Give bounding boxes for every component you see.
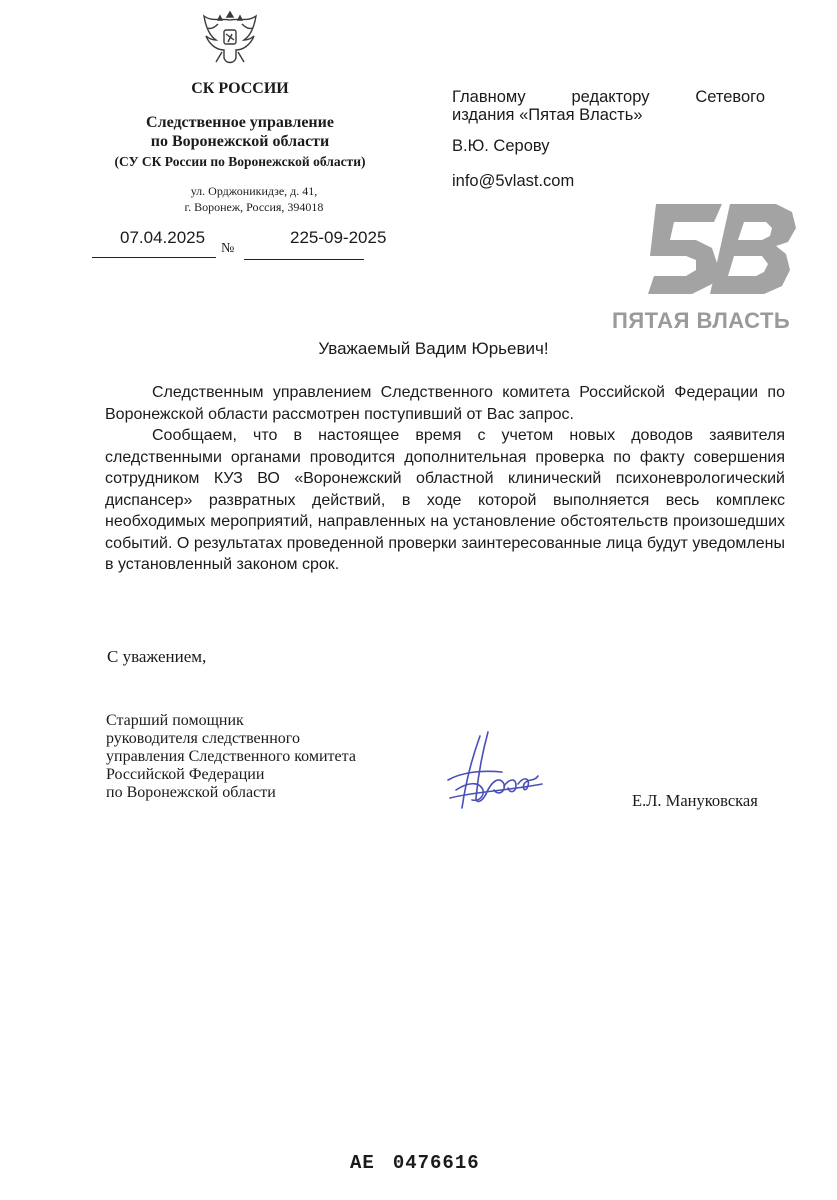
body-paragraph-2: Сообщаем, что в настоящее время с учетом новых доводов заявителя следственными органами проводится дополнительная проверка по факту совершения сотрудником КУЗ ВО «Воронежский областной клинический психоневрологический диспансер» развратных действий, в ходе которой выполняется весь комплекс необходимых мероприятий, направленных на установление обстоятельств произошедших событий. О результатах проведенной проверки заинтересованные лица будут уведомлены в установленный законом срок. xyxy=(105,427,785,573)
org-short-name: СК РОССИИ xyxy=(191,80,289,97)
registration-date-underline xyxy=(92,257,216,258)
signer-name: Е.Л. Мануковская xyxy=(632,791,758,810)
registration-date: 07.04.2025 xyxy=(120,228,206,247)
form-serial-number xyxy=(350,1152,480,1174)
registration-number-sign: № xyxy=(221,241,235,256)
org-address-line-2: г. Воронеж, Россия, 394018 xyxy=(184,200,324,214)
org-name-line-2: по Воронежской области xyxy=(150,133,330,150)
signer-position-line-2: руководителя следственного xyxy=(106,730,300,747)
signer-position xyxy=(106,712,356,802)
coat-of-arms-emblem xyxy=(198,6,262,70)
salutation: Уважаемый Вадим Юрьевич! xyxy=(318,339,549,358)
body-paragraph-1: Следственным управлением Следственного комитета Российской Федерации по Воронежской области рассмотрен поступивший от Вас запрос. xyxy=(105,384,785,423)
signer-position-line-5: по Воронежской области xyxy=(106,784,276,801)
registration-number-underline xyxy=(244,259,364,260)
publication-logo-caption: ПЯТАЯ ВЛАСТЬ xyxy=(612,308,791,333)
addressee-line-1: Главному редактору Сетевого xyxy=(452,88,765,106)
signer-position-line-3: управления Следственного комитета xyxy=(106,748,356,765)
addressee-name: В.Ю. Серову xyxy=(452,137,550,155)
form-serial-series: АЕ xyxy=(350,1152,375,1174)
closing-phrase: С уважением, xyxy=(107,647,207,666)
org-address-line-1: ул. Орджоникидзе, д. 41, xyxy=(190,184,318,198)
form-serial-digits: 0476616 xyxy=(392,1152,480,1174)
letter-body xyxy=(105,382,785,576)
addressee-email: info@5vlast.com xyxy=(452,172,575,190)
signer-position-line-4: Российской Федерации xyxy=(106,766,265,783)
addressee-line-2: издания «Пятая Власть» xyxy=(452,106,643,124)
handwritten-signature xyxy=(442,728,562,818)
signer-position-line-1: Старший помощник xyxy=(106,712,244,729)
registration-number: 225-09-2025 xyxy=(290,228,387,247)
org-name-line-1: Следственное управление xyxy=(146,114,334,131)
org-abbreviation: (СУ СК России по Воронежской области) xyxy=(114,154,366,169)
